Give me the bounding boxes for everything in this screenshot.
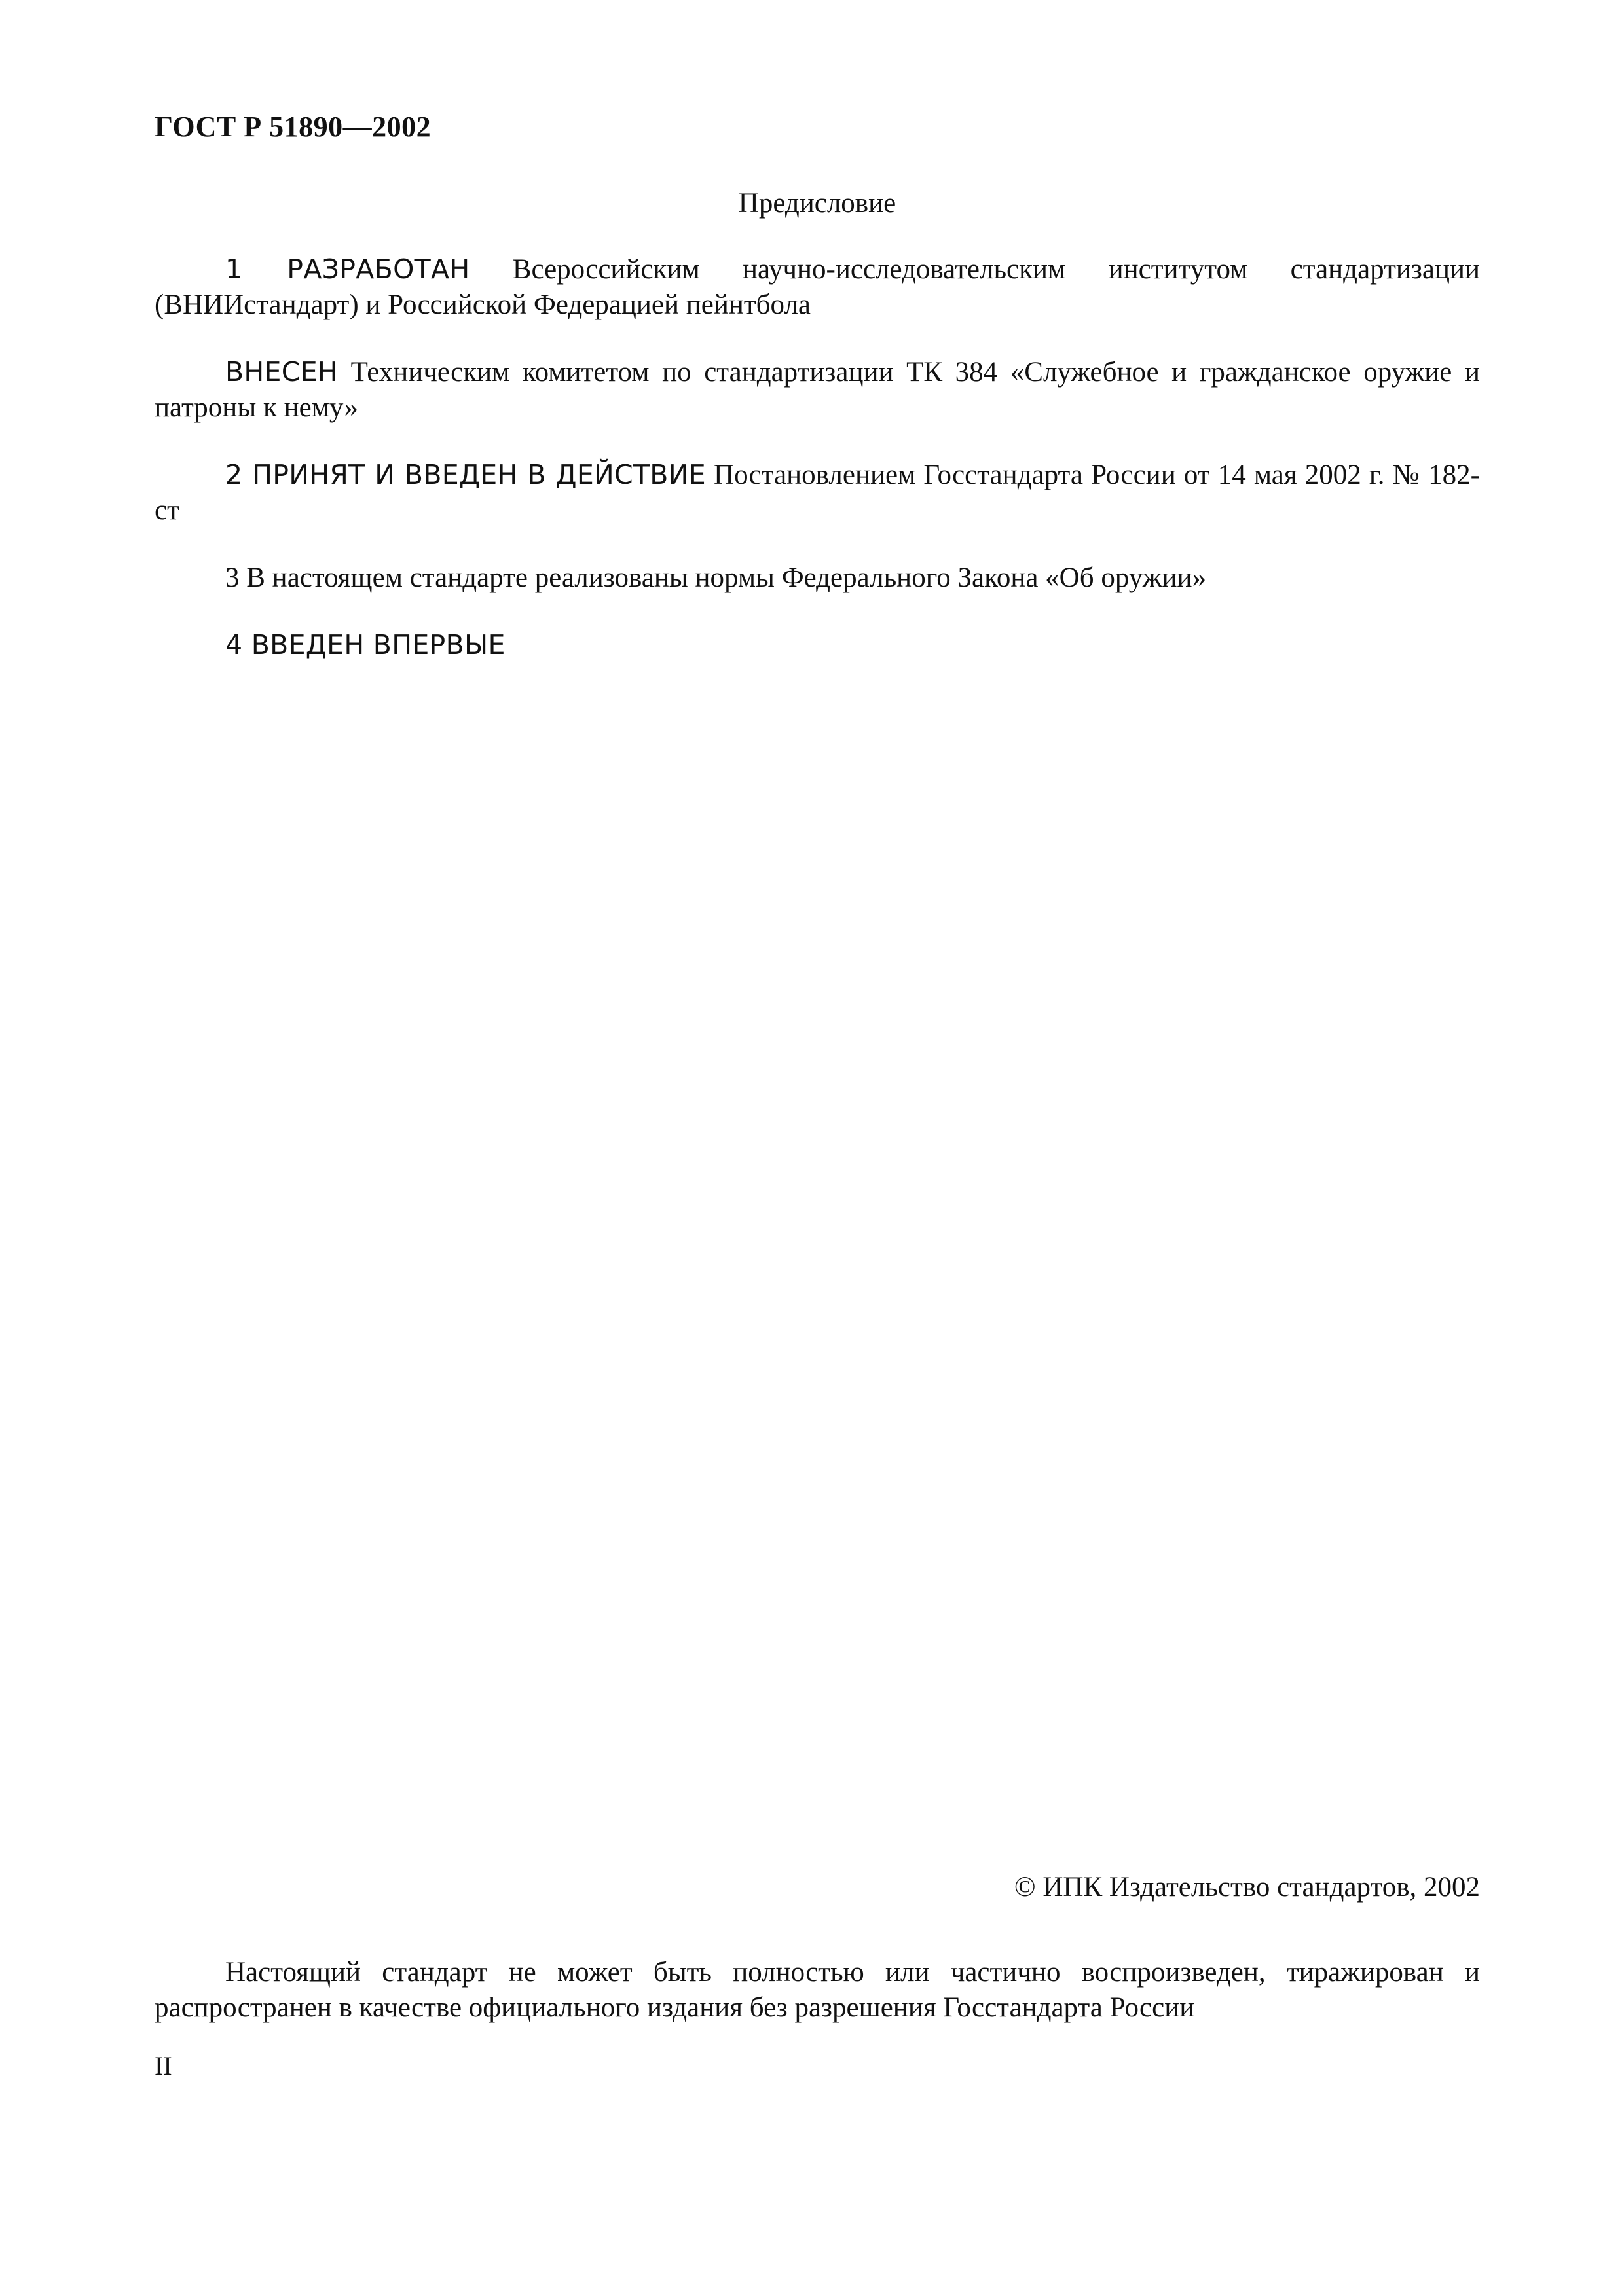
copyright-line: © ИПК Издательство стандартов, 2002 xyxy=(1014,1872,1480,1903)
page-number: II xyxy=(155,2051,172,2081)
standard-code-header: ГОСТ Р 51890—2002 xyxy=(155,111,432,143)
paragraph-text: Постановлением Госстандарта России от 14 мая 2002 г. № 182-ст xyxy=(155,460,1480,526)
paragraph-text: Всероссийским научно-исследовательским институтом стандартизации (ВНИИстандарт) и Российской Федерацией пейнтбола xyxy=(155,254,1480,320)
paragraph-text: Техническим комитетом по стандартизации ТК 384 «Служебное и гражданское оружие и патроны к нему» xyxy=(155,357,1480,423)
preface-paragraph-4 xyxy=(155,560,1480,596)
paragraph-lead: 4 ВВЕДЕН ВПЕРВЫЕ xyxy=(225,629,506,661)
preface-paragraph-3 xyxy=(155,457,1480,528)
preface-paragraph-5 xyxy=(155,627,1480,663)
paragraph-text: 3 В настоящем стандарте реализованы нормы Федерального Закона «Об оружии» xyxy=(225,562,1206,593)
preface-content xyxy=(155,251,1480,663)
paragraph-lead: 1 РАЗРАБОТАН xyxy=(225,253,470,285)
section-title: Предисловие xyxy=(738,188,896,219)
preface-paragraph-2 xyxy=(155,354,1480,426)
reproduction-notice: Настоящий стандарт не может быть полностью или частично воспроизведен, тиражирован и распространен в качестве официального издания без разрешения Госстандарта России xyxy=(155,1957,1480,2023)
paragraph-lead: 2 ПРИНЯТ И ВВЕДЕН В ДЕЙСТВИЕ xyxy=(225,459,706,490)
preface-paragraph-1 xyxy=(155,251,1480,323)
paragraph-lead: ВНЕСЕН xyxy=(225,356,339,388)
